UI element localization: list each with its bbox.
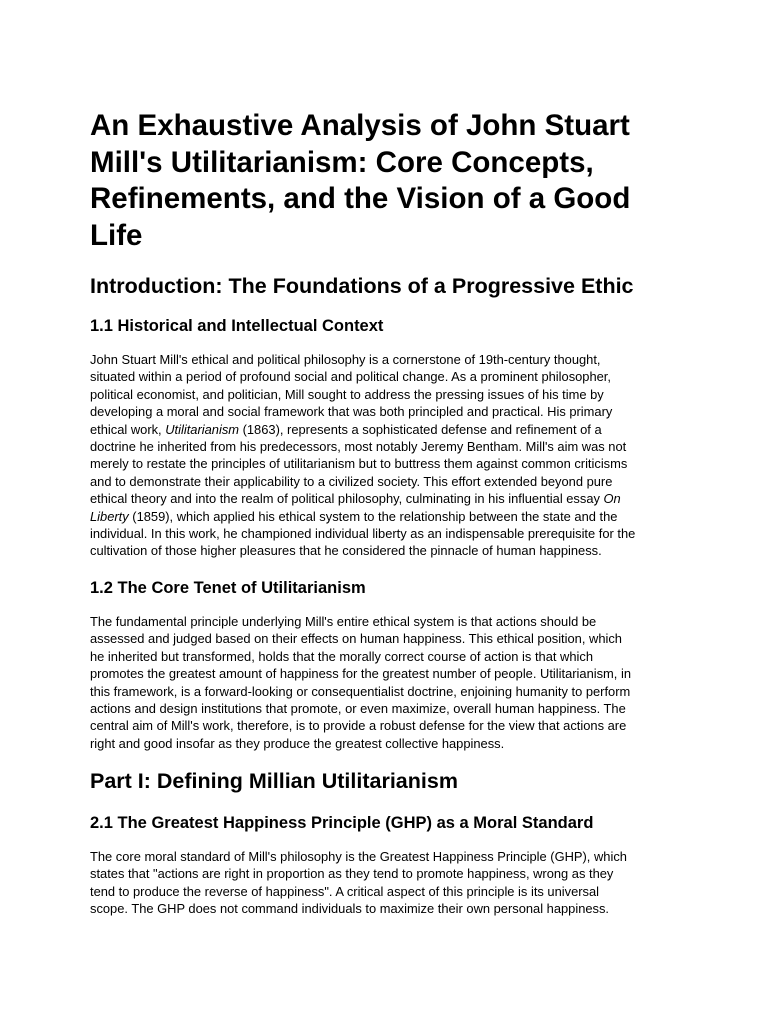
paragraph-line: scope. The GHP does not command individuals to maximize their own personal happiness. bbox=[90, 901, 610, 917]
paragraph-line: The fundamental principle underlying Mill's entire ethical system is that actions should be bbox=[90, 614, 597, 629]
section-1-2-heading: 1.2 The Core Tenet of Utilitarianism bbox=[90, 579, 366, 597]
book-title-on-liberty-part1: On bbox=[603, 491, 621, 507]
line-segment: (1863), represents a sophisticated defense and refinement of a bbox=[239, 421, 602, 437]
line-segment: ethical work, bbox=[90, 421, 166, 437]
paragraph-line: cultivation of those higher pleasures that he considered the pinnacle of human happiness. bbox=[90, 543, 602, 559]
line-segment: (1859), which applied his ethical system to the relationship between the state and the bbox=[128, 508, 618, 524]
paragraph-line: promotes the greatest amount of happiness for the greatest number of people. Utilitarianism, in bbox=[90, 666, 631, 682]
line-segment: ethical theory and into the realm of political philosophy, culminating in his influential essay bbox=[90, 491, 604, 507]
book-title-on-liberty-part2: Liberty bbox=[90, 508, 129, 524]
section-2-1-paragraph bbox=[90, 848, 680, 918]
paragraph-line bbox=[90, 421, 680, 438]
paragraph-line: he inherited but transformed, holds that the morally correct course of action is that which bbox=[90, 648, 593, 664]
paragraph-line: actions and design institutions that promote, or even maximize, overall human happiness. The bbox=[90, 701, 626, 717]
paragraph-line bbox=[90, 490, 680, 507]
paragraph-line: and to demonstrate their applicability to a civilized society. This effort extended beyond pure bbox=[90, 473, 613, 489]
section-1-1-heading: 1.1 Historical and Intellectual Context bbox=[90, 317, 384, 335]
introduction-heading: Introduction: The Foundations of a Progressive Ethic bbox=[90, 274, 634, 298]
paragraph-line: John Stuart Mill's ethical and political philosophy is a cornerstone of 19th-century thought, bbox=[90, 352, 601, 367]
book-title-utilitarianism: Utilitarianism bbox=[165, 421, 240, 437]
paragraph-line: political economist, and politician, Mill sought to address the pressing issues of his time by bbox=[90, 386, 604, 402]
paragraph-line: states that "actions are right in proportion as they tend to promote happiness, wrong as they bbox=[90, 866, 614, 882]
paragraph-line: individual. In this work, he championed individual liberty as an indispensable prerequisite for the bbox=[90, 526, 636, 542]
section-1-2-paragraph bbox=[90, 613, 680, 752]
paragraph-line: right and good insofar as they produce the greatest collective happiness. bbox=[90, 735, 505, 751]
paragraph-line: The core moral standard of Mill's philosophy is the Greatest Happiness Principle (GHP), which bbox=[90, 849, 627, 864]
paragraph-line: assessed and judged based on their effects on human happiness. This ethical position, which bbox=[90, 631, 622, 647]
paragraph-line: situated within a period of profound social and political change. As a prominent philosopher, bbox=[90, 369, 611, 385]
paragraph-line: tend to produce the reverse of happiness". A critical aspect of this principle is its universal bbox=[90, 883, 600, 899]
section-2-1-heading: 2.1 The Greatest Happiness Principle (GHP) as a Moral Standard bbox=[90, 814, 594, 832]
paragraph-line: merely to restate the principles of utilitarianism but to buttress them against common criticisms bbox=[90, 456, 628, 472]
paragraph-line bbox=[90, 508, 680, 525]
paragraph-line: doctrine he inherited from his predecessors, most notably Jeremy Bentham. Mill's aim was not bbox=[90, 439, 627, 455]
paragraph-line: developing a moral and social framework that was both principled and practical. His primary bbox=[90, 404, 613, 420]
section-1-1-paragraph bbox=[90, 351, 680, 560]
paragraph-line: central aim of Mill's work, therefore, is to provide a robust defense for the view that actions are bbox=[90, 718, 627, 734]
paragraph-line: this framework, is a forward-looking or consequentialist doctrine, enjoining humanity to perform bbox=[90, 683, 631, 699]
part-1-heading: Part I: Defining Millian Utilitarianism bbox=[90, 769, 458, 793]
document-title: An Exhaustive Analysis of John Stuart Mill's Utilitarianism: Core Concepts, Refinements, and the Vision of a Good Life bbox=[90, 109, 631, 252]
